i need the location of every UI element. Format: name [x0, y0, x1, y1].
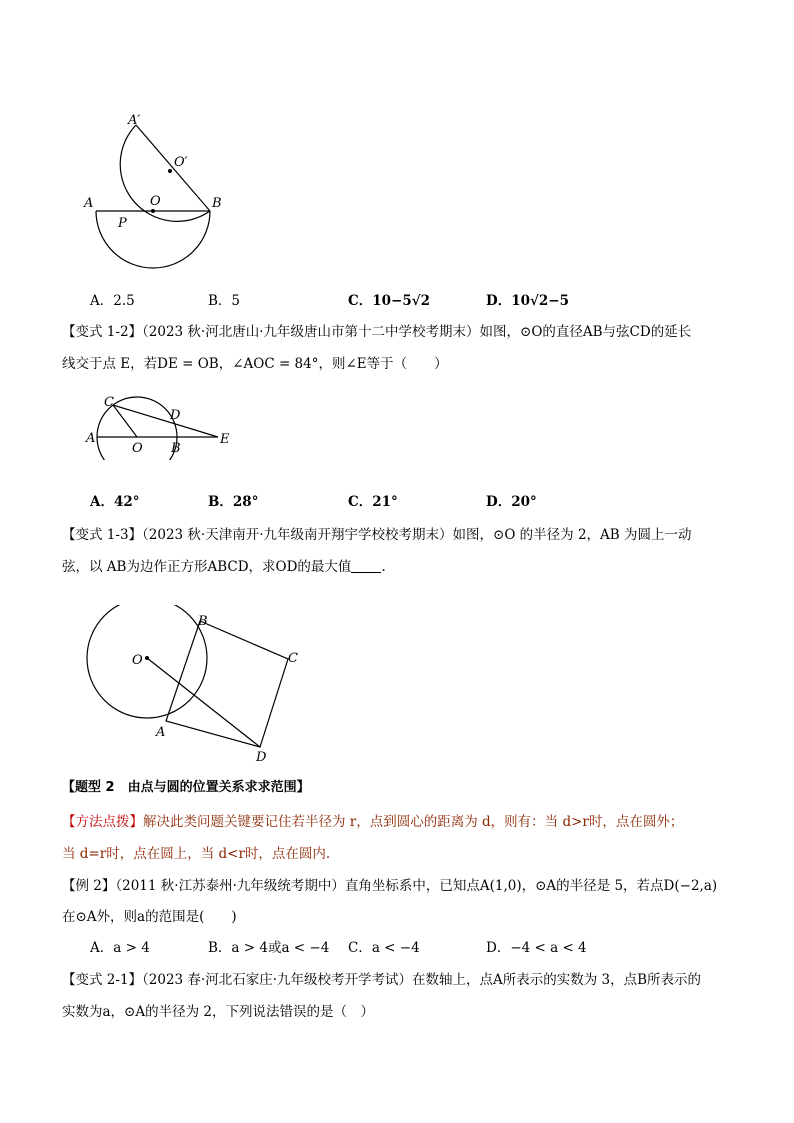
q12-option-b[interactable]: B．28° [208, 494, 259, 510]
q1-option-a[interactable]: A．2.5 [90, 293, 135, 309]
point-o-prime [168, 169, 172, 173]
ex2-options [90, 938, 690, 958]
label-b: B [171, 441, 181, 456]
line-oc [113, 405, 137, 437]
figure-semicircles [80, 110, 240, 280]
label-e: E [220, 432, 230, 447]
q12-line1: 【变式 1-2】（2023 秋·河北唐山·九年级唐山市第十二中学校考期末）如图，⊙O的直径AB与弦CD的延长 [62, 324, 692, 340]
square-abcd [166, 621, 288, 747]
label-o: O [132, 653, 143, 668]
q21-line1: 【变式 2-1】（2023 春·河北石家庄·九年级校考开学考试）在数轴上，点A所表示的实数为 3，点B所表示的 [62, 972, 702, 988]
ex2-option-a[interactable]: A．a > 4 [90, 940, 150, 956]
label-c: C [288, 651, 298, 666]
method-text1: 解决此类问题关键要记住若半径为 r，点到圆心的距离为 d，则有：当 d>r时，点在圆外； [143, 814, 684, 830]
q12-option-a[interactable]: A．42° [90, 494, 140, 510]
label-o: O [132, 441, 143, 456]
label-a: A [84, 196, 94, 211]
line-ce [113, 405, 218, 437]
answer-blank[interactable] [351, 558, 381, 573]
method-line1 [62, 812, 683, 832]
label-b: B [212, 196, 222, 211]
q1-option-c[interactable]: C．10−5√2 [348, 293, 431, 309]
type2-heading: 【题型 2 由点与圆的位置关系求求范围】 [62, 780, 310, 795]
q12-option-c[interactable]: C．21° [348, 494, 398, 510]
ex2-line2: 在⊙A外，则a的范围是( ) [62, 909, 237, 925]
q1-options [90, 291, 690, 311]
label-a-prime: A′ [128, 113, 141, 128]
q12-option-d[interactable]: D．20° [486, 494, 537, 510]
label-o-prime: O′ [174, 155, 188, 170]
q13-line1: 【变式 1-3】（2023 秋·天津南开·九年级南开翔宇学校校考期末）如图，⊙O 的半径为 2，AB 为圆上一动 [62, 527, 692, 543]
q13-line2 [62, 557, 386, 577]
q12-line2: 线交于点 E，若DE = OB，∠AOC = 84°，则∠E等于（ ） [62, 356, 448, 372]
q12-options [90, 492, 690, 512]
line-a-prime-b [136, 125, 210, 211]
label-p: P [118, 216, 127, 231]
figure-circle-square [80, 605, 310, 775]
figure-circle-secant [80, 390, 250, 460]
ex2-option-d[interactable]: D．−4 < a < 4 [486, 940, 587, 956]
ex2-line1: 【例 2】（2011 秋·江苏泰州·九年级统考期中）直角坐标系中，已知点A(1,0)，⊙A的半径是 5，若点D(−2,a) [62, 878, 718, 894]
ex2-option-c[interactable]: C．a < −4 [348, 940, 420, 956]
point-o [145, 656, 149, 660]
label-b: B [198, 614, 208, 629]
label-d: D [256, 750, 267, 765]
circle-o [87, 605, 207, 718]
label-a: A [156, 725, 166, 740]
q21-line2: 实数为a，⊙A的半径为 2，下列说法错误的是（ ） [62, 1004, 374, 1020]
q13-line2-text: 弦，以 AB为边作正方形ABCD，求OD的最大值 [62, 559, 352, 575]
method-line2: 当 d=r时，点在圆上，当 d<r时，点在圆内. [62, 846, 331, 862]
q13-line2-end: . [381, 559, 386, 575]
label-c: C [104, 395, 114, 410]
q1-option-d[interactable]: D．10√2−5 [486, 293, 569, 309]
label-o: O [150, 194, 161, 209]
q1-option-b[interactable]: B．5 [208, 293, 241, 309]
label-d: D [170, 408, 181, 423]
ex2-option-b[interactable]: B．a > 4或a < −4 [208, 940, 330, 956]
label-a: A [86, 431, 96, 446]
point-o [151, 209, 155, 213]
method-label: 【方法点拨】 [62, 814, 143, 830]
upper-semicircle [120, 125, 210, 221]
